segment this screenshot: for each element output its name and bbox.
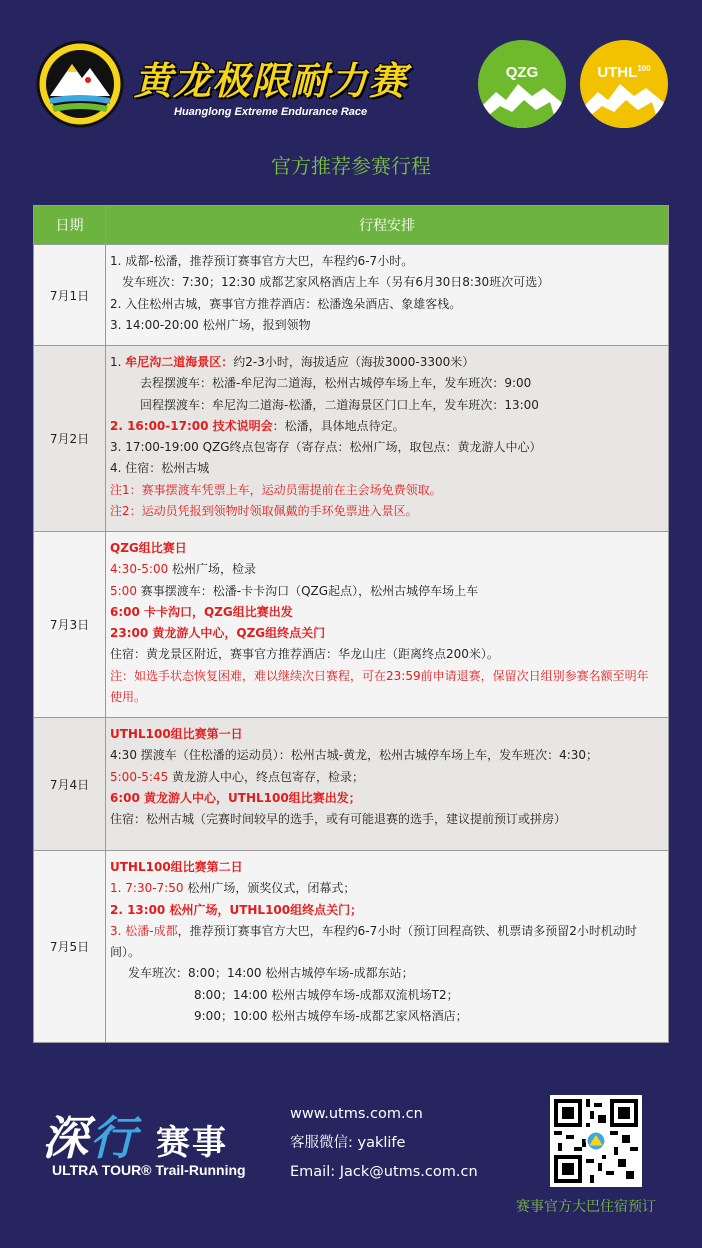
ultra-tour-logo: 深行 赛事 bbox=[42, 1111, 229, 1165]
plan-line: 3. 17:00-19:00 QZG终点包寄存（寄存点：松州广场，取包点：黄龙游人中心） bbox=[110, 440, 542, 455]
qr-code[interactable] bbox=[550, 1095, 642, 1187]
plan-line: 1. 牟尼沟二道海景区：约2-3小时，海拔适应（海拔3000-3300米） bbox=[110, 355, 475, 369]
table-row bbox=[34, 531, 668, 717]
note-line: 注2：运动员凭报到领物时领取佩戴的手环免票进入景区。 bbox=[110, 504, 418, 519]
row-plan bbox=[106, 851, 668, 1042]
email-link[interactable]: Email: Jack@utms.com.cn bbox=[290, 1164, 478, 1180]
column-header-date: 日期 bbox=[34, 206, 106, 244]
page-title: 官方推荐参赛行程 bbox=[271, 154, 431, 178]
qzg-label: QZG bbox=[505, 64, 539, 81]
row-plan bbox=[106, 532, 668, 717]
plan-line: 8:00；14:00 松州古城停车场-成都双流机场T2； bbox=[194, 987, 459, 1002]
row-plan bbox=[106, 718, 668, 850]
table-header bbox=[34, 206, 668, 244]
wechat-contact: 客服微信: yaklife bbox=[290, 1135, 406, 1151]
huanglong-badge-logo bbox=[36, 40, 124, 128]
plan-line: 回程摆渡车：牟尼沟二道海-松潘，二道海景区门口上车，发车班次：13:00 bbox=[140, 397, 539, 412]
uthl100-badge bbox=[580, 40, 668, 128]
row-plan bbox=[106, 245, 668, 345]
plan-line: 住宿：松州古城（完赛时间较早的选手，或有可能退赛的选手，建议提前预订或拼房） bbox=[110, 812, 567, 827]
ultra-tour-brand-en: ULTRA TOUR® Trail-Running bbox=[52, 1162, 246, 1178]
header bbox=[0, 0, 702, 140]
qr-caption: 赛事官方大巴住宿预订 bbox=[516, 1199, 656, 1215]
plan-line: 23:00 黄龙游人中心，QZG组终点关门 bbox=[110, 626, 326, 641]
table-row bbox=[34, 850, 668, 1042]
itinerary-table bbox=[33, 205, 669, 1043]
plan-line: 去程摆渡车：松潘-牟尼沟二道海，松州古城停车场上车，发车班次：9:00 bbox=[140, 376, 532, 391]
plan-line: 2. 入住松州古城，赛事官方推荐酒店：松潘逸朵酒店、象雄客栈。 bbox=[110, 296, 462, 311]
footer bbox=[0, 1080, 702, 1248]
plan-line: 1. 成都-松潘，推荐预订赛事官方大巴，车程约6-7小时。 bbox=[110, 254, 414, 268]
table-row bbox=[34, 717, 668, 850]
row-date: 7月4日 bbox=[34, 718, 106, 850]
row-plan bbox=[106, 346, 668, 531]
table-row bbox=[34, 345, 668, 531]
column-header-plan: 行程安排 bbox=[359, 218, 415, 234]
row-date: 7月3日 bbox=[34, 532, 106, 717]
mountain-icon bbox=[580, 40, 668, 128]
note-line: 注1：赛事摆渡车凭票上车，运动员需提前在主会场免费领取。 bbox=[110, 482, 442, 497]
logo-title: 黄龙极限耐力赛 bbox=[134, 59, 408, 103]
plan-line: 2. 13:00 松州广场，UTHL100组终点关门； bbox=[110, 902, 363, 917]
plan-line: 4:30-5:00 松州广场，检录 bbox=[110, 562, 257, 577]
mountain-icon bbox=[478, 40, 566, 128]
qzg-badge bbox=[478, 40, 566, 128]
plan-line: 2. 16:00-17:00 技术说明会：松潘，具体地点待定。 bbox=[110, 418, 405, 433]
day-heading: UTHL100组比赛第二日 bbox=[110, 860, 243, 874]
day-heading: UTHL100组比赛第一日 bbox=[110, 727, 243, 741]
logo-subtitle: Huanglong Extreme Endurance Race bbox=[174, 106, 368, 118]
plan-line: 1. 7:30-7:50 松州广场，颁奖仪式，闭幕式； bbox=[110, 881, 356, 896]
plan-line: 发车班次：7:30；12:30 成都艺家风格酒店上车（另有6月30日8:30班次可选） bbox=[122, 275, 550, 290]
note-line: 注：如选手状态恢复困难，难以继续次日赛程，可在23:59前申请退赛，保留次日组别参赛名额至明年使用。 bbox=[110, 668, 649, 705]
plan-line: 3. 14:00-20:00 松州广场，报到领物 bbox=[110, 317, 311, 332]
row-date: 7月5日 bbox=[34, 851, 106, 1042]
plan-line: 9:00；10:00 松州古城停车场-成都艺家风格酒店； bbox=[194, 1009, 468, 1024]
row-date: 7月1日 bbox=[34, 245, 106, 345]
row-date: 7月2日 bbox=[34, 346, 106, 531]
plan-line: 5:00 赛事摆渡车：松潘-卡卡沟口（QZG起点），松州古城停车场上车 bbox=[110, 583, 479, 598]
plan-line: 发车班次：8:00；14:00 松州古城停车场-成都东站； bbox=[128, 966, 414, 981]
plan-line: 6:00 卡卡沟口，QZG组比赛出发 bbox=[110, 604, 293, 619]
plan-line: 3. 松潘-成都，推荐预订赛事官方大巴，车程约6-7小时（预订回程高铁、机票请多预留2小时机动时间）。 bbox=[110, 923, 637, 960]
plan-line: 4:30 摆渡车（住松潘的运动员）：松州古城-黄龙，松州古城停车场上车，发车班次：4:30； bbox=[110, 748, 599, 763]
plan-line: 6:00 黄龙游人中心，UTHL100组比赛出发； bbox=[110, 790, 361, 805]
day-heading: QZG组比赛日 bbox=[110, 541, 187, 555]
table-row bbox=[34, 244, 668, 345]
plan-line: 4. 住宿：松州古城 bbox=[110, 461, 210, 476]
plan-line: 5:00-5:45 黄龙游人中心，终点包寄存，检录； bbox=[110, 769, 365, 784]
qr-code-icon bbox=[554, 1099, 638, 1183]
plan-line: 住宿：黄龙景区附近，赛事官方推荐酒店：华龙山庄（距离终点200米）。 bbox=[110, 647, 499, 662]
uthl-label: UTHL$^{100}$ bbox=[597, 64, 651, 81]
contact-info bbox=[290, 1100, 478, 1187]
website-link[interactable]: www.utms.com.cn bbox=[290, 1106, 423, 1122]
